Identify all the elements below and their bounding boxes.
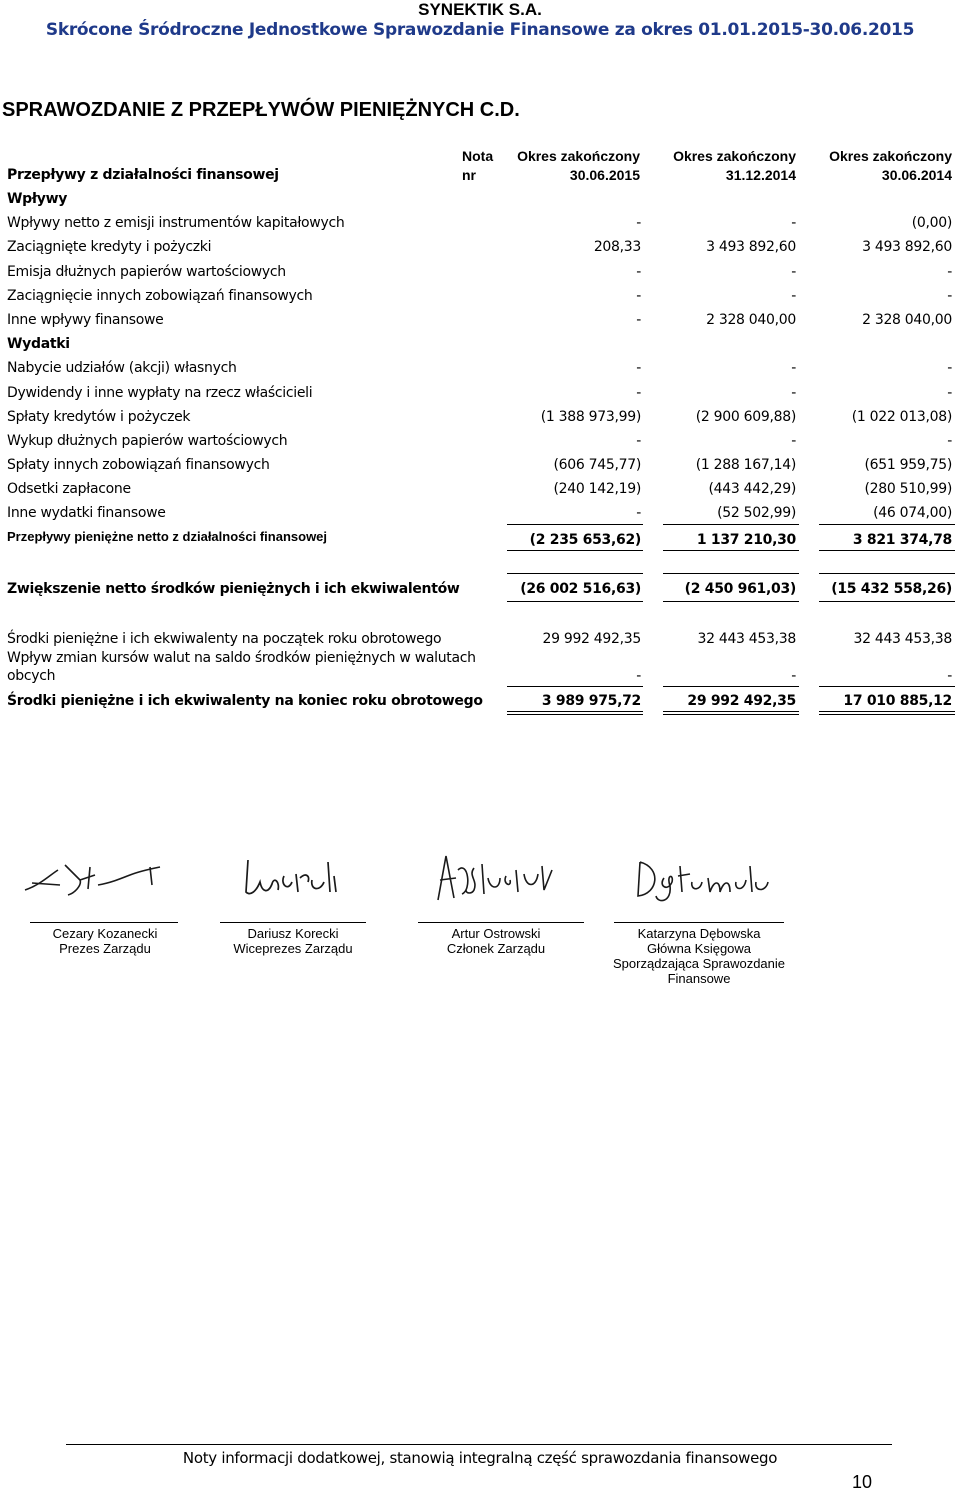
row-value-col1: (606 745,77) [553,457,641,473]
fx-effect-col2: - [791,668,796,684]
table-row [7,239,952,261]
row-value-col2: - [791,385,796,401]
col3-header [792,147,952,185]
row-value-col3: 3 493 892,60 [862,239,952,255]
signature-line-3 [418,922,584,923]
row-value-col3: (651 959,75) [864,457,952,473]
cash-start-col1: 29 992 492,35 [542,631,641,647]
row-value-col2: - [791,264,796,280]
fx-effect-label-line1: Wpływ zmian kursów walut na saldo środków pieniężnych w walutach [7,650,476,666]
cash-start-col3: 32 443 453,38 [853,631,952,647]
cash-end-row [7,693,952,715]
signature-line-4 [614,922,784,923]
signatory-role: Wiceprezes Zarządu [233,941,353,956]
table-row [7,385,952,407]
section-inflows-label: Wpływy [7,191,68,207]
net-line-top-col3 [819,573,955,574]
row-value-col1: - [636,360,641,376]
col1-header [480,147,640,185]
table-row [7,360,952,382]
col3-header-line2: 30.06.2014 [881,167,952,183]
row-value-col1: (240 142,19) [553,481,641,497]
fx-line-col3 [819,686,955,687]
table-row [7,312,952,334]
row-label: Dywidendy i inne wypłaty na rzecz właścicieli [7,385,313,401]
row-label: Inne wydatki finansowe [7,505,166,521]
row-label: Spłaty innych zobowiązań finansowych [7,457,270,473]
row-value-col1: - [636,312,641,328]
row-value-col2: - [791,215,796,231]
financing-total-col1: (2 235 653,62) [529,532,641,548]
row-value-col3: 2 328 040,00 [862,312,952,328]
cash-start-label: Środki pieniężne i ich ekwiwalenty na początek roku obrotowego [7,631,442,647]
net-increase-col3: (15 432 558,26) [831,581,952,597]
nota-header-line1: Nota [462,148,494,164]
row-value-col2: (52 502,99) [717,505,796,521]
net-line-bottom-col2 [663,601,799,602]
net-increase-label: Zwiększenie netto środków pieniężnych i ich ekwiwalentów [7,581,460,597]
financing-total-row [7,529,952,551]
subtotal-line-col2 [663,524,799,525]
row-value-col2: 3 493 892,60 [706,239,796,255]
fx-line-col1 [507,686,643,687]
table-row [7,457,952,479]
signature-line-1 [30,922,178,923]
row-value-col2: 2 328 040,00 [706,312,796,328]
section-outflows [7,336,952,358]
table-row [7,505,952,527]
row-value-col3: (46 074,00) [873,505,952,521]
row-value-col1: (1 388 973,99) [540,409,641,425]
total-line-col3 [819,550,955,551]
row-value-col1: - [636,215,641,231]
table-row [7,215,952,237]
signatory-role: Prezes Zarządu [59,941,151,956]
row-value-col2: - [791,288,796,304]
total-line-col2 [663,550,799,551]
signatory-name: Katarzyna Dębowska [637,926,761,941]
net-increase-col2: (2 450 961,03) [684,581,796,597]
end-line1-col1 [507,711,643,712]
row-value-col1: - [636,433,641,449]
end-line1-col2 [663,711,799,712]
row-label: Zaciągnięcie innych zobowiązań finansowych [7,288,313,304]
net-line-bottom-col1 [507,601,643,602]
signature-ostrowski [428,850,568,910]
end-line2-col3 [819,714,955,715]
cash-end-col1: 3 989 975,72 [541,693,641,709]
total-line-col1 [507,550,643,551]
signatory-role: Główna Księgowa [646,941,752,956]
net-line-top-col2 [663,573,799,574]
row-value-col1: - [636,505,641,521]
page-title: SPRAWOZDANIE Z PRZEPŁYWÓW PIENIĘŻNYCH C.D. [2,99,520,121]
footer-rule [66,1444,892,1445]
row-value-col1: - [636,288,641,304]
signatory-2 [208,926,378,956]
row-label: Inne wpływy finansowe [7,312,164,328]
section-label: Przepływy z działalności finansowej [7,167,279,183]
net-line-top-col1 [507,573,643,574]
row-value-col1: - [636,264,641,280]
signature-debowska [628,852,778,907]
section-outflows-label: Wydatki [7,336,70,352]
signature-line-2 [220,922,366,923]
table-row [7,264,952,286]
signatory-extra-1: Sporządzająca Sprawozdanie [613,956,785,971]
fx-effect-col3: - [947,668,952,684]
financing-total-label: Przepływy pieniężne netto z działalności finansowej [7,529,328,544]
report-subtitle: Skrócone Śródroczne Jednostkowe Sprawozdanie Finansowe za okres 01.01.2015-30.06.2015 [45,20,915,40]
row-value-col3: - [947,288,952,304]
net-increase-row [7,581,952,603]
signatory-name: Dariusz Korecki [247,926,339,941]
cash-end-col2: 29 992 492,35 [687,693,796,709]
table-row [7,481,952,503]
row-label: Spłaty kredytów i pożyczek [7,409,191,425]
row-label: Emisja dłużnych papierów wartościowych [7,264,286,280]
table-row [7,409,952,431]
signature-korecki [240,852,350,907]
signatory-name: Cezary Kozanecki [52,926,158,941]
col1-header-line2: 30.06.2015 [569,167,640,183]
row-value-col3: (1 022 013,08) [851,409,952,425]
col2-header-line2: 31.12.2014 [725,167,796,183]
row-value-col2: (1 288 167,14) [695,457,796,473]
col2-header [636,147,796,185]
row-value-col3: - [947,385,952,401]
footer-note: Noty informacji dodatkowej, stanowią integralną część sprawozdania finansowego [182,1449,778,1467]
row-label: Wpływy netto z emisji instrumentów kapitałowych [7,215,345,231]
row-value-col2: (2 900 609,88) [695,409,796,425]
cash-start-col2: 32 443 453,38 [697,631,796,647]
row-value-col1: - [636,385,641,401]
row-value-col3: - [947,433,952,449]
row-label: Nabycie udziałów (akcji) własnych [7,360,237,376]
signatory-4 [604,926,794,986]
financing-total-col3: 3 821 374,78 [852,532,952,548]
fx-effect-col1: - [636,668,641,684]
subtotal-line-col3 [819,524,955,525]
row-label: Zaciągnięte kredyty i pożyczki [7,239,212,255]
row-value-col3: - [947,264,952,280]
col3-header-line1: Okres zakończony [829,148,952,164]
section-inflows [7,191,952,213]
signatory-extra-2: Finansowe [667,971,731,986]
col1-header-line1: Okres zakończony [517,148,640,164]
signature-kozanecki [20,855,170,905]
row-label: Wykup dłużnych papierów wartościowych [7,433,288,449]
fx-effect-label-line2: obcych [7,668,56,684]
financing-total-col2: 1 137 210,30 [696,532,796,548]
row-value-col3: (280 510,99) [864,481,952,497]
nota-header-line2: nr [462,167,476,183]
end-line2-col1 [507,714,643,715]
row-value-col3: - [947,360,952,376]
page-number: 10 [852,1472,873,1492]
row-value-col1: 208,33 [593,239,641,255]
row-value-col3: (0,00) [911,215,952,231]
table-row [7,288,952,310]
cash-end-label: Środki pieniężne i ich ekwiwalenty na koniec roku obrotowego [7,693,483,709]
fx-effect-row [7,650,952,690]
signatory-name: Artur Ostrowski [451,926,541,941]
subtotal-line-col1 [507,524,643,525]
row-value-col2: - [791,360,796,376]
signatory-1 [20,926,190,956]
signatory-role: Członek Zarządu [446,941,546,956]
row-value-col2: - [791,433,796,449]
net-increase-col1: (26 002 516,63) [520,581,641,597]
net-line-bottom-col3 [819,601,955,602]
fx-line-col2 [663,686,799,687]
signatory-3 [411,926,581,956]
end-line2-col2 [663,714,799,715]
col2-header-line1: Okres zakończony [673,148,796,164]
end-line1-col3 [819,711,955,712]
cash-end-col3: 17 010 885,12 [843,693,952,709]
table-row [7,433,952,455]
row-label: Odsetki zapłacone [7,481,131,497]
company-name: SYNEKTIK S.A. [418,0,542,19]
row-value-col2: (443 442,29) [708,481,796,497]
